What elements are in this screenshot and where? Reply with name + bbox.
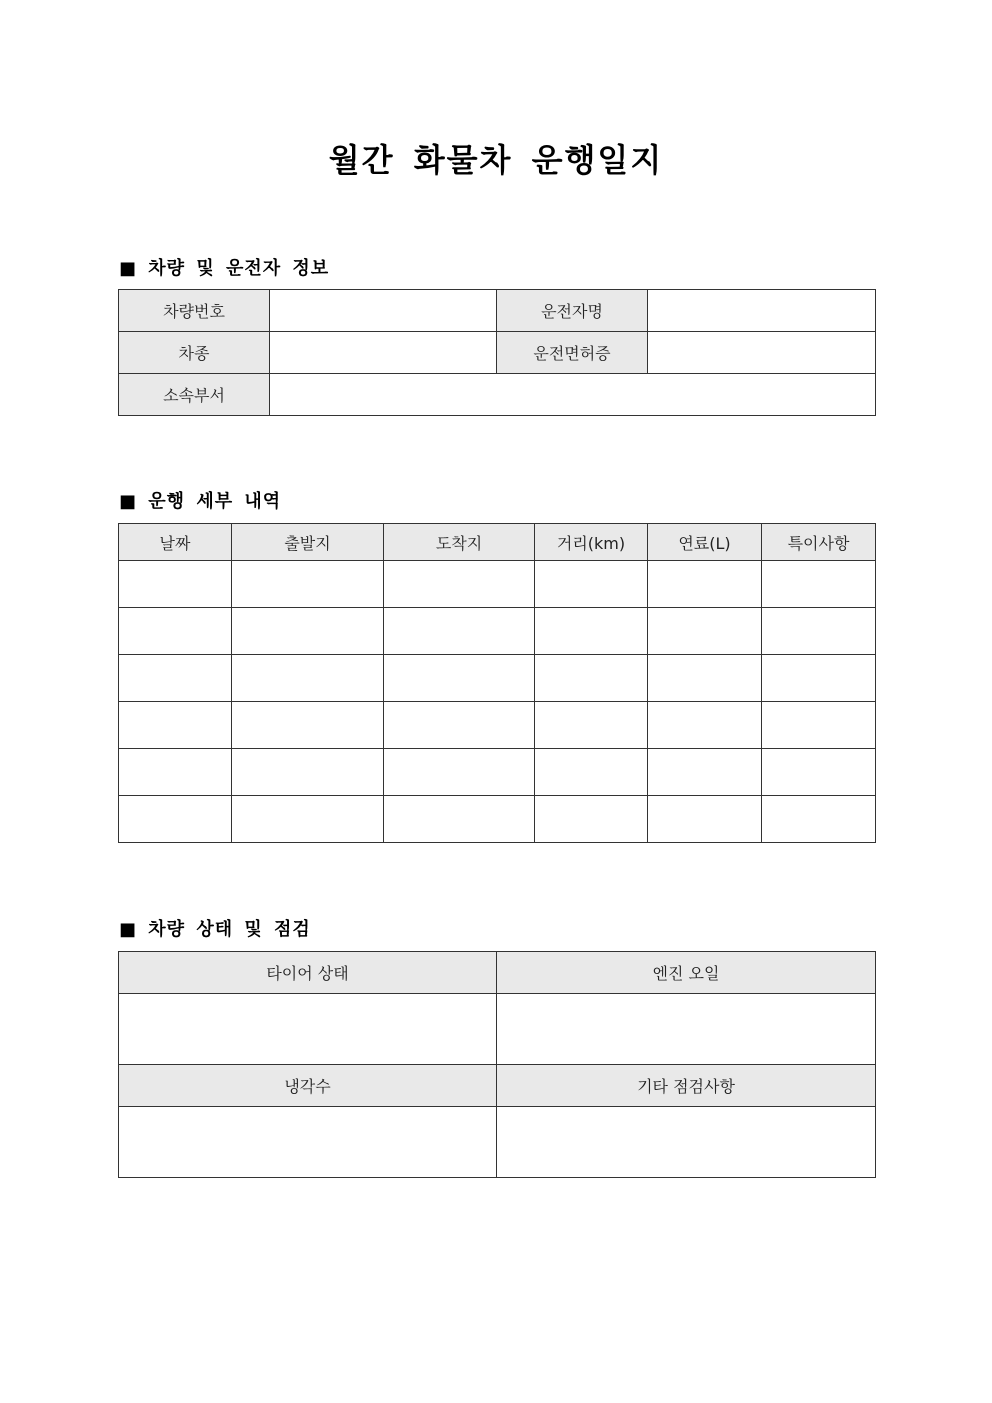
engine-oil-field[interactable] bbox=[497, 994, 876, 1065]
table-cell[interactable] bbox=[384, 608, 535, 655]
engine-oil-label: 엔진 오일 bbox=[497, 952, 876, 994]
table-row bbox=[119, 1107, 876, 1178]
vehicle-info-table bbox=[118, 289, 876, 416]
table-cell[interactable] bbox=[119, 608, 232, 655]
table-cell[interactable] bbox=[648, 655, 762, 702]
section-heading-vehicle-info: ■ 차량 및 운전자 정보 bbox=[119, 258, 330, 279]
other-inspection-field[interactable] bbox=[497, 1107, 876, 1178]
department-field[interactable] bbox=[270, 374, 876, 416]
driver-name-field[interactable] bbox=[648, 290, 876, 332]
table-cell[interactable] bbox=[535, 655, 648, 702]
table-cell[interactable] bbox=[384, 702, 535, 749]
table-cell[interactable] bbox=[648, 702, 762, 749]
table-header-row bbox=[119, 524, 876, 561]
table-cell[interactable] bbox=[384, 655, 535, 702]
section-heading-trip-details: ■ 운행 세부 내역 bbox=[119, 491, 282, 512]
department-label: 소속부서 bbox=[119, 374, 270, 416]
table-cell[interactable] bbox=[535, 749, 648, 796]
table-cell[interactable] bbox=[119, 796, 232, 843]
table-cell[interactable] bbox=[648, 561, 762, 608]
table-cell[interactable] bbox=[232, 608, 384, 655]
column-header-notes: 특이사항 bbox=[762, 524, 876, 561]
table-row bbox=[119, 994, 876, 1065]
column-header-fuel: 연료(L) bbox=[648, 524, 762, 561]
table-cell[interactable] bbox=[762, 561, 876, 608]
coolant-field[interactable] bbox=[119, 1107, 497, 1178]
table-header-row bbox=[119, 952, 876, 994]
table-cell[interactable] bbox=[232, 655, 384, 702]
table-cell[interactable] bbox=[648, 796, 762, 843]
table-cell[interactable] bbox=[762, 655, 876, 702]
trip-details-table bbox=[118, 523, 876, 843]
table-row bbox=[119, 608, 876, 655]
table-cell[interactable] bbox=[384, 561, 535, 608]
table-cell[interactable] bbox=[648, 608, 762, 655]
table-row bbox=[119, 702, 876, 749]
table-cell[interactable] bbox=[232, 702, 384, 749]
table-cell[interactable] bbox=[762, 608, 876, 655]
tire-condition-label: 타이어 상태 bbox=[119, 952, 497, 994]
vehicle-number-field[interactable] bbox=[270, 290, 497, 332]
vehicle-type-field[interactable] bbox=[270, 332, 497, 374]
table-cell[interactable] bbox=[648, 749, 762, 796]
driver-name-label: 운전자명 bbox=[497, 290, 648, 332]
column-header-origin: 출발지 bbox=[232, 524, 384, 561]
table-row bbox=[119, 332, 876, 374]
table-cell[interactable] bbox=[384, 749, 535, 796]
inspection-table bbox=[118, 951, 876, 1178]
tire-condition-field[interactable] bbox=[119, 994, 497, 1065]
table-row bbox=[119, 374, 876, 416]
vehicle-type-label: 차종 bbox=[119, 332, 270, 374]
table-row bbox=[119, 561, 876, 608]
table-header-row bbox=[119, 1065, 876, 1107]
table-cell[interactable] bbox=[119, 655, 232, 702]
table-cell[interactable] bbox=[232, 796, 384, 843]
column-header-distance: 거리(km) bbox=[535, 524, 648, 561]
table-cell[interactable] bbox=[384, 796, 535, 843]
column-header-destination: 도착지 bbox=[384, 524, 535, 561]
table-cell[interactable] bbox=[535, 796, 648, 843]
column-header-date: 날짜 bbox=[119, 524, 232, 561]
table-cell[interactable] bbox=[232, 749, 384, 796]
table-row bbox=[119, 796, 876, 843]
table-row bbox=[119, 290, 876, 332]
license-label: 운전면허증 bbox=[497, 332, 648, 374]
table-cell[interactable] bbox=[119, 561, 232, 608]
page-title: 월간 화물차 운행일지 bbox=[328, 141, 664, 179]
table-cell[interactable] bbox=[535, 608, 648, 655]
table-cell[interactable] bbox=[535, 702, 648, 749]
table-cell[interactable] bbox=[119, 702, 232, 749]
table-cell[interactable] bbox=[232, 561, 384, 608]
table-row bbox=[119, 655, 876, 702]
section-heading-inspection: ■ 차량 상태 및 점검 bbox=[119, 919, 311, 940]
vehicle-number-label: 차량번호 bbox=[119, 290, 270, 332]
table-cell[interactable] bbox=[119, 749, 232, 796]
table-cell[interactable] bbox=[535, 561, 648, 608]
table-cell[interactable] bbox=[762, 749, 876, 796]
coolant-label: 냉각수 bbox=[119, 1065, 497, 1107]
license-field[interactable] bbox=[648, 332, 876, 374]
table-cell[interactable] bbox=[762, 702, 876, 749]
other-inspection-label: 기타 점검사항 bbox=[497, 1065, 876, 1107]
table-row bbox=[119, 749, 876, 796]
table-cell[interactable] bbox=[762, 796, 876, 843]
